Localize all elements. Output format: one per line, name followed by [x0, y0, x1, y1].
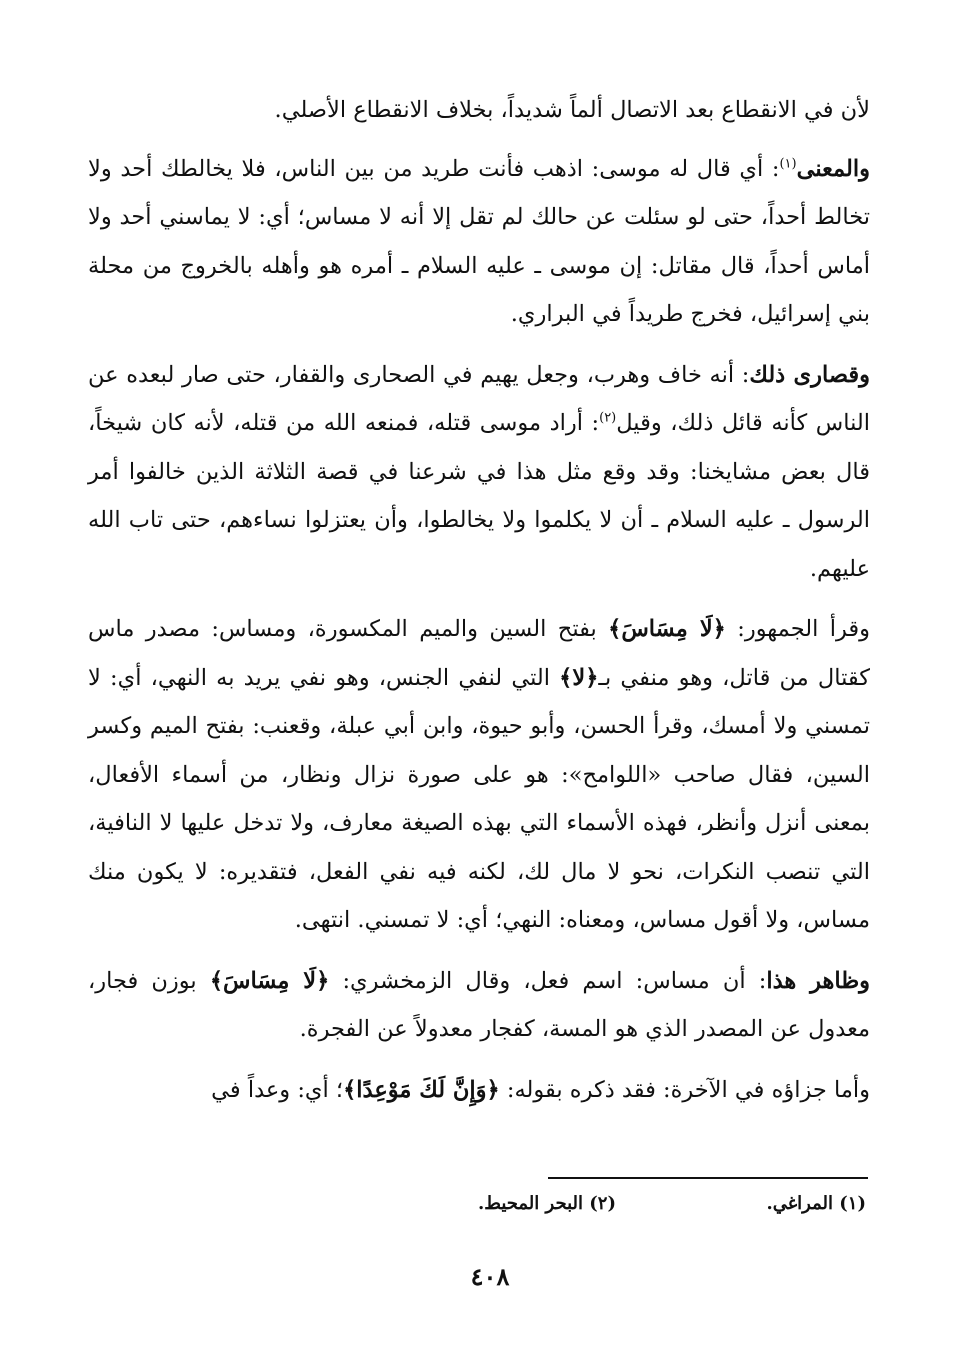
paragraph-3-lead: وقصارى ذلك [749, 361, 870, 388]
paragraph-6 [88, 1066, 870, 1115]
footnotes [266, 1193, 866, 1223]
paragraph-2 [88, 145, 870, 339]
paragraph-5-lead: وظاهر هذا [766, 967, 871, 994]
quran-quote-la: ﴿لا﴾ [559, 664, 599, 691]
footnote-1: (١) المراغي. [766, 1193, 866, 1214]
paragraph-4-text-c: التي لنفي الجنس، وهو نفي يريد به النهي، أي: لا تمسني ولا أمسك، وقرأ الحسن، وأبو حيوة، وابن أبي عبلة، وقعنب: بفتح الميم وكسر السين، فقال صاحب «اللوامح»: هو على صورة نزال ونظار، من أسماء الأفعال، بمعنى أنزل وأنظر، فهذه الأسماء التي بهذه الصيغة معارف، ولا تدخل عليها لا النافية، التي تنصب النكرات، نحو لا مال لك، لكنه فيه نفي الفعل، فتقديره: لا يكون منك مساس، ولا أقول مساس، ومعناه: النهي؛ أي: لا تمسني. انتهى. [88, 664, 870, 933]
paragraph-3-text-b: : أراد موسى قتله، فمنعه الله من قتله، لأنه كان شيخاً، قال بعض مشايخنا: وقد وقع مثل هذا في شرعنا في قصة الثلاثة الذين خالفوا أمر الرسول ـ عليه السلام ـ أن لا يكلموا ولا يخالطوا، وأن يعتزلوا نساءهم، حتى تاب الله عليهم. [88, 410, 870, 582]
page-body [88, 86, 870, 1126]
quran-quote-mawid: ﴿وَإِنَّ لَكَ مَوْعِدًا﴾ [343, 1076, 500, 1103]
quran-quote-la-misas: ﴿لَا مِسَاسَ﴾ [608, 616, 726, 642]
paragraph-2-lead: والمعنى [796, 155, 870, 182]
footnote-ref-2: (٢) [599, 410, 617, 426]
paragraph-6-text-b: ؛ أي: وعداً في [211, 1076, 344, 1103]
paragraph-5-text-b: بوزن فجار، معدول عن المصدر الذي هو المسة، كفجار معدولاً عن الفجرة. [88, 967, 870, 1042]
footnote-ref-1: (١) [779, 156, 797, 171]
paragraph-1-text: لأن في الانقطاع بعد الاتصال ألماً شديداً، بخلاف الانقطاع الأصلي. [274, 97, 870, 123]
footnote-2: (٢) البحر المحيط. [477, 1193, 616, 1214]
paragraph-1 [88, 86, 870, 135]
paragraph-2-text: : أي قال له موسى: اذهب فأنت طريد من بين الناس، فلا يخالطك أحد ولا تخالط أحداً، حتى لو سئلت عن حالك لم تقل إلا أنه لا مساس؛ أي: لا يماسني أحد ولا أماس أحداً، قال مقاتل: إن موسى ـ عليه السلام ـ أمره هو وأهله بالخروج من محلة بني إسرائيل، فخرج طريداً في البراري. [88, 155, 870, 327]
paragraph-4 [88, 605, 870, 945]
paragraph-4-text-b: بفتح السين والميم المكسورة، ومساس: مصدر ماس كقتال من قاتل، وهو منفي بـ [88, 616, 870, 691]
paragraph-5-text-a: : أن مساس: اسم فعل، وقال الزمخشري: [329, 967, 767, 994]
paragraph-3-text-a: : أنه خاف وهرب، وجعل يهيم في الصحارى والقفار، حتى صار لبعده عن الناس كأنه قائل ذلك، وقيل [88, 361, 870, 436]
page-number: ٤٠٨ [470, 1262, 510, 1291]
paragraph-6-text-a: وأما جزاؤه في الآخرة: فقد ذكره بقوله: [499, 1076, 870, 1103]
quran-quote-la-misas-2: ﴿لَا مِسَاسَ﴾ [209, 967, 330, 994]
paragraph-3 [88, 351, 870, 594]
paragraph-4-text-a: وقرأ الجمهور: [725, 616, 870, 642]
paragraph-5 [88, 957, 870, 1054]
footnote-divider [548, 1177, 868, 1179]
